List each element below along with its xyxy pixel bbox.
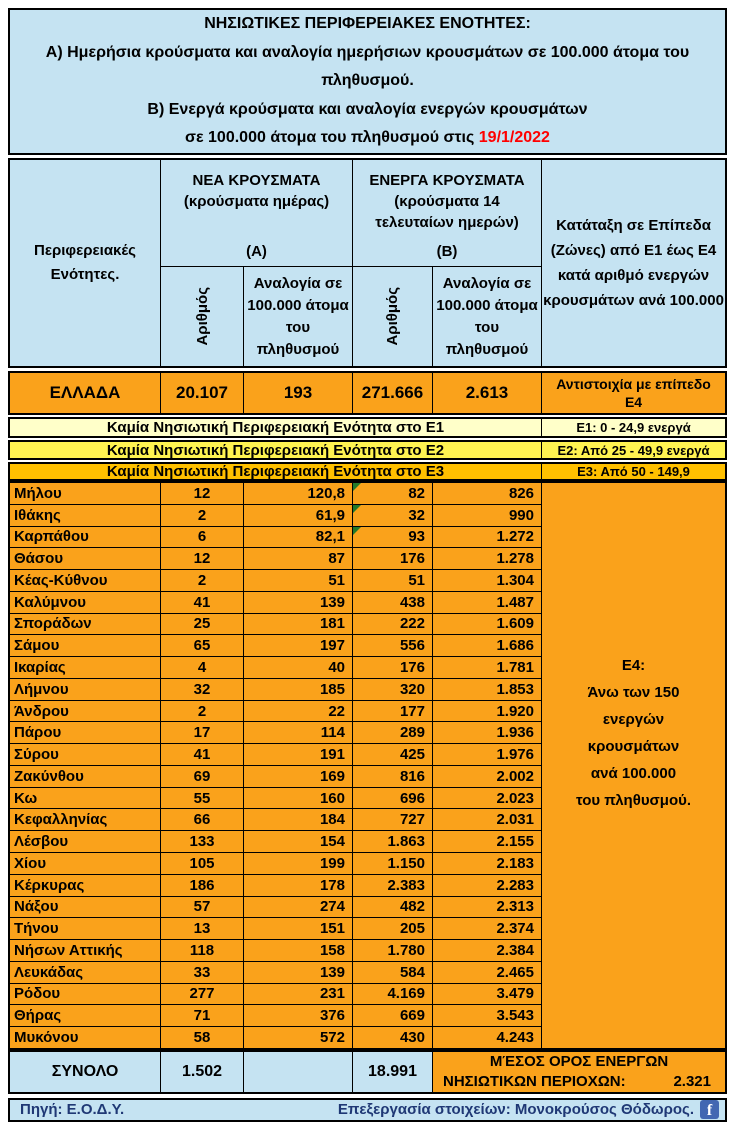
new-ratio-value: 154 — [244, 831, 352, 852]
cell-note-triangle-icon — [353, 527, 361, 535]
region-name: Χίου — [10, 853, 160, 874]
new-cases-value: 186 — [161, 875, 243, 896]
active-cases-value: 425 — [353, 744, 432, 765]
new-ratio-value: 178 — [244, 875, 352, 896]
zone-e3-label: Καμία Νησιωτική Περιφερειακή Ενότητα στο Ε3 — [10, 464, 541, 479]
zone-e2-label: Καμία Νησιωτική Περιφερειακή Ενότητα στο Ε2 — [10, 442, 541, 458]
active-cases-value: 1.780 — [353, 940, 432, 961]
active-ratio-value: 1.976 — [433, 744, 541, 765]
active-ratio-value: 826 — [433, 483, 541, 504]
active-cases-value: 1.863 — [353, 831, 432, 852]
credit-area — [338, 1100, 719, 1119]
active-cases-value: 4.169 — [353, 984, 432, 1005]
region-name: Κέρκυρας — [10, 875, 160, 896]
cell-note-triangle-icon — [353, 483, 361, 491]
zone-e1-label: Καμία Νησιωτική Περιφερειακή Ενότητα στο Ε1 — [10, 419, 541, 436]
greece-active-ratio: 2.613 — [433, 373, 541, 413]
title-line-1: ΝΗΣΙΩΤΙΚΕΣ ΠΕΡΙΦΕΡΕΙΑΚΕΣ ΕΝΟΤΗΤΕΣ: — [204, 15, 531, 33]
new-ratio-value: 61,9 — [244, 505, 352, 526]
totals-label: ΣΥΝΟΛΟ — [10, 1052, 160, 1092]
active-cases-value: 816 — [353, 766, 432, 787]
average-label-line1: ΜΈΣΟΣ ΟΡΟΣ ΕΝΕΡΓΩΝ — [489, 1052, 669, 1070]
title-line-4-prefix: σε 100.000 άτομα του πληθυσμού στις — [185, 129, 479, 147]
active-ratio-value: 2.283 — [433, 875, 541, 896]
header-rank-col: Κατάταξη σε Επίπεδα (Ζώνες) από Ε1 έως Ε4 κατά αριθμό ενεργών κρουσμάτων ανά 100.000 — [542, 160, 725, 366]
new-cases-value: 71 — [161, 1005, 243, 1026]
new-cases-value: 12 — [161, 548, 243, 569]
region-name: Μήλου — [10, 483, 160, 504]
active-ratio-value: 1.272 — [433, 527, 541, 548]
active-ratio-value: 2.002 — [433, 766, 541, 787]
new-ratio-value: 191 — [244, 744, 352, 765]
active-ratio-value: 1.781 — [433, 657, 541, 678]
active-ratio-value: 1.609 — [433, 614, 541, 635]
header-region-col: Περιφερειακές Ενότητες. — [10, 160, 160, 366]
active-ratio-value: 2.313 — [433, 897, 541, 918]
active-ratio-value: 2.384 — [433, 940, 541, 961]
new-ratio-value: 40 — [244, 657, 352, 678]
active-cases-value: 222 — [353, 614, 432, 635]
title-line-4 — [10, 124, 725, 153]
region-name: Ικαρίας — [10, 657, 160, 678]
totals-empty-cell — [244, 1052, 352, 1092]
region-name: Ρόδου — [10, 984, 160, 1005]
new-cases-value: 2 — [161, 701, 243, 722]
title-line-3: Β) Ενεργά κρούσματα και αναλογία ενεργών κρουσμάτων — [147, 100, 588, 118]
active-cases-value: 727 — [353, 809, 432, 830]
header-group-active-cases — [353, 160, 541, 266]
new-cases-value: 58 — [161, 1027, 243, 1048]
header-sub-number-a: Αριθμός — [161, 267, 243, 366]
new-ratio-value: 22 — [244, 701, 352, 722]
new-ratio-value: 160 — [244, 788, 352, 809]
region-name: Νάξου — [10, 897, 160, 918]
active-cases-value: 438 — [353, 592, 432, 613]
active-ratio-value: 3.543 — [433, 1005, 541, 1026]
active-ratio-value: 1.920 — [433, 701, 541, 722]
region-name: Ζακύνθου — [10, 766, 160, 787]
new-cases-value: 41 — [161, 592, 243, 613]
active-cases-value: 1.150 — [353, 853, 432, 874]
header-group-b-code: (Β) — [436, 243, 458, 260]
average-active-cell — [433, 1052, 725, 1092]
greece-name: ΕΛΛΑΔΑ — [10, 373, 160, 413]
header-sub-ratio-b: Αναλογία σε 100.000 άτομα του πληθυσμού — [433, 267, 541, 366]
active-cases-value: 584 — [353, 962, 432, 983]
new-cases-value: 33 — [161, 962, 243, 983]
greece-new-ratio: 193 — [244, 373, 352, 413]
new-cases-value: 57 — [161, 897, 243, 918]
new-cases-value: 2 — [161, 570, 243, 591]
new-ratio-value: 87 — [244, 548, 352, 569]
new-ratio-value: 151 — [244, 918, 352, 939]
new-cases-value: 13 — [161, 918, 243, 939]
new-cases-value: 12 — [161, 483, 243, 504]
average-value: 2.321 — [673, 1072, 711, 1090]
active-cases-value: 289 — [353, 722, 432, 743]
new-ratio-value: 51 — [244, 570, 352, 591]
active-ratio-value: 2.155 — [433, 831, 541, 852]
active-cases-value: 320 — [353, 679, 432, 700]
active-ratio-value: 2.031 — [433, 809, 541, 830]
new-ratio-value: 185 — [244, 679, 352, 700]
region-name: Καρπάθου — [10, 527, 160, 548]
totals-active-cases: 18.991 — [353, 1052, 432, 1092]
new-ratio-value: 169 — [244, 766, 352, 787]
active-cases-value: 556 — [353, 635, 432, 656]
active-cases-value: 51 — [353, 570, 432, 591]
table-header — [8, 158, 727, 368]
new-ratio-value: 231 — [244, 984, 352, 1005]
new-cases-value: 69 — [161, 766, 243, 787]
active-ratio-value: 1.686 — [433, 635, 541, 656]
e4-zone-note: Ε4: Άνω των 150 ενεργών κρουσμάτων ανά 100.000 του πληθυσμού. — [542, 483, 725, 1048]
active-ratio-value: 1.304 — [433, 570, 541, 591]
zone-row-e2 — [8, 440, 727, 460]
footer-bar — [8, 1098, 727, 1122]
active-ratio-value: 2.183 — [433, 853, 541, 874]
totals-row — [8, 1050, 727, 1094]
active-ratio-value: 2.374 — [433, 918, 541, 939]
report-date: 19/1/2022 — [478, 129, 550, 147]
active-cases-value: 177 — [353, 701, 432, 722]
zone-e3-range: Ε3: Από 50 - 149,9 — [542, 464, 725, 479]
active-ratio-value: 1.278 — [433, 548, 541, 569]
cell-note-triangle-icon — [353, 505, 361, 513]
new-ratio-value: 572 — [244, 1027, 352, 1048]
active-cases-value: 696 — [353, 788, 432, 809]
active-ratio-value: 1.936 — [433, 722, 541, 743]
new-ratio-value: 274 — [244, 897, 352, 918]
region-name: Τήνου — [10, 918, 160, 939]
zone-e1-range: Ε1: 0 - 24,9 ενεργά — [542, 419, 725, 436]
new-ratio-value: 197 — [244, 635, 352, 656]
new-cases-value: 66 — [161, 809, 243, 830]
totals-new-cases: 1.502 — [161, 1052, 243, 1092]
region-name: Θάσου — [10, 548, 160, 569]
active-cases-value: 205 — [353, 918, 432, 939]
header-group-b-title: ΕΝΕΡΓΑ ΚΡΟΥΣΜΑΤΑ (κρούσματα 14 τελευταίων ημερών) — [369, 172, 525, 231]
title-line-2: Α) Ημερήσια κρούσματα και αναλογία ημερήσιων κρουσμάτων σε 100.000 άτομα του πληθυσμού. — [45, 43, 690, 90]
active-ratio-value: 4.243 — [433, 1027, 541, 1048]
new-ratio-value: 120,8 — [244, 483, 352, 504]
region-name: Νήσων Αττικής — [10, 940, 160, 961]
new-cases-value: 17 — [161, 722, 243, 743]
region-name: Κεφαλληνίας — [10, 809, 160, 830]
new-cases-value: 55 — [161, 788, 243, 809]
region-name: Κέας-Κύθνου — [10, 570, 160, 591]
region-name: Κω — [10, 788, 160, 809]
greece-rank: Αντιστοιχία με επίπεδο Ε4 — [542, 373, 725, 413]
new-ratio-value: 139 — [244, 592, 352, 613]
new-ratio-value: 82,1 — [244, 527, 352, 548]
header-group-a-code: (Α) — [246, 243, 267, 260]
region-name: Θήρας — [10, 1005, 160, 1026]
region-name: Λέσβου — [10, 831, 160, 852]
header-sub-number-b: Αριθμός — [353, 267, 432, 366]
new-cases-value: 6 — [161, 527, 243, 548]
active-cases-value: 2.383 — [353, 875, 432, 896]
credit-text: Επεξεργασία στοιχείων: Μονοκρούσος Θόδωρος. — [337, 1101, 694, 1119]
region-name: Ιθάκης — [10, 505, 160, 526]
new-ratio-value: 376 — [244, 1005, 352, 1026]
title-block — [8, 8, 727, 155]
header-sub-ratio-a: Αναλογία σε 100.000 άτομα του πληθυσμού — [244, 267, 352, 366]
average-label-line2: ΝΗΣΙΩΤΙΚΩΝ ΠΕΡΙΟΧΩΝ: 2.321 — [443, 1072, 711, 1090]
new-ratio-value: 181 — [244, 614, 352, 635]
active-ratio-value: 990 — [433, 505, 541, 526]
new-cases-value: 32 — [161, 679, 243, 700]
region-name: Σποράδων — [10, 614, 160, 635]
active-cases-value: 82 — [353, 483, 432, 504]
table-body — [8, 481, 727, 1050]
active-cases-value: 176 — [353, 657, 432, 678]
active-cases-value: 430 — [353, 1027, 432, 1048]
active-ratio-value: 2.023 — [433, 788, 541, 809]
region-name: Μυκόνου — [10, 1027, 160, 1048]
new-cases-value: 4 — [161, 657, 243, 678]
active-ratio-value: 2.465 — [433, 962, 541, 983]
new-ratio-value: 139 — [244, 962, 352, 983]
active-ratio-value: 3.479 — [433, 984, 541, 1005]
new-cases-value: 133 — [161, 831, 243, 852]
active-cases-value: 176 — [353, 548, 432, 569]
source-text: Πηγή: Ε.Ο.Δ.Υ. — [20, 1101, 125, 1119]
greece-active-cases: 271.666 — [353, 373, 432, 413]
new-ratio-value: 158 — [244, 940, 352, 961]
region-name: Άνδρου — [10, 701, 160, 722]
greece-new-cases: 20.107 — [161, 373, 243, 413]
zone-row-e3 — [8, 462, 727, 481]
active-cases-value: 669 — [353, 1005, 432, 1026]
new-cases-value: 25 — [161, 614, 243, 635]
new-cases-value: 277 — [161, 984, 243, 1005]
active-cases-value: 482 — [353, 897, 432, 918]
zone-e2-range: Ε2: Από 25 - 49,9 ενεργά — [542, 442, 725, 458]
active-cases-value: 32 — [353, 505, 432, 526]
new-cases-value: 41 — [161, 744, 243, 765]
new-cases-value: 65 — [161, 635, 243, 656]
new-ratio-value: 114 — [244, 722, 352, 743]
new-cases-value: 118 — [161, 940, 243, 961]
zone-row-e1 — [8, 417, 727, 438]
region-name: Λευκάδας — [10, 962, 160, 983]
region-name: Σάμου — [10, 635, 160, 656]
header-group-new-cases — [161, 160, 352, 266]
region-name: Καλύμνου — [10, 592, 160, 613]
new-ratio-value: 199 — [244, 853, 352, 874]
active-ratio-value: 1.487 — [433, 592, 541, 613]
region-name: Λήμνου — [10, 679, 160, 700]
region-name: Πάρου — [10, 722, 160, 743]
new-ratio-value: 184 — [244, 809, 352, 830]
active-cases-value: 93 — [353, 527, 432, 548]
new-cases-value: 105 — [161, 853, 243, 874]
greece-row — [8, 371, 727, 415]
new-cases-value: 2 — [161, 505, 243, 526]
active-ratio-value: 1.853 — [433, 679, 541, 700]
region-name: Σύρου — [10, 744, 160, 765]
facebook-icon[interactable]: f — [700, 1100, 719, 1119]
header-group-a-title: ΝΕΑ ΚΡΟΥΣΜΑΤΑ (κρούσματα ημέρας) — [183, 172, 330, 210]
